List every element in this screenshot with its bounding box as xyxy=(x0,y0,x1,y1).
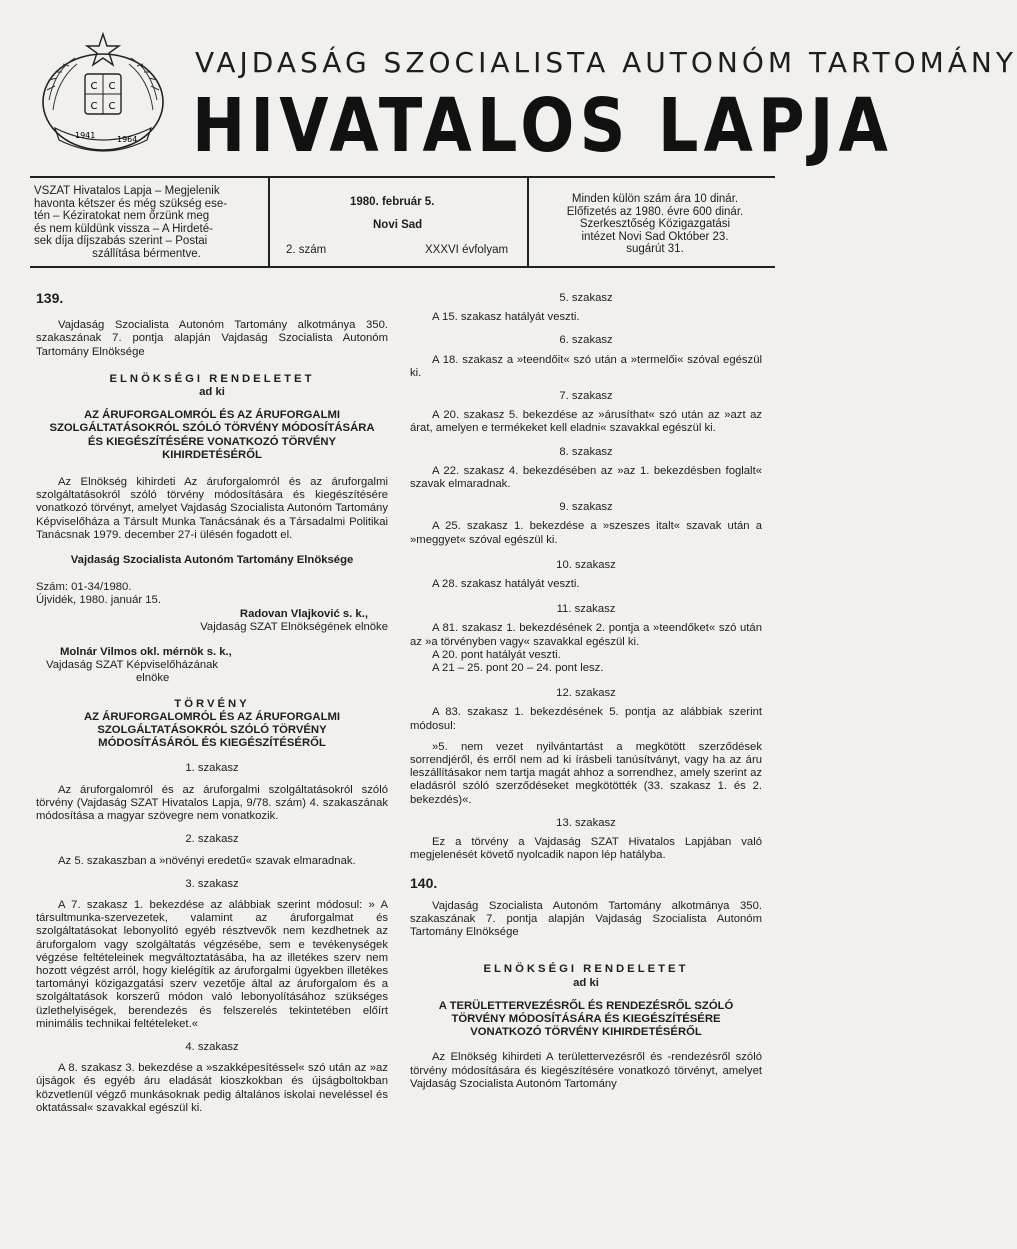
header-bottom-rule xyxy=(30,266,775,268)
issue-number: 2. szám xyxy=(286,244,327,256)
header-divider-left xyxy=(268,176,270,266)
issue-volume: XXXVI évfolyam xyxy=(425,244,509,256)
law-title: AZ ÁRUFORGALOMRÓL ÉS AZ ÁRUFORGALMI SZOLGÁLTATÁSOKRÓL SZÓLÓ TÖRVÉNY MÓDOSÍTÁSÁRÓL ÉS KIEGÉSZÍTÉSÉRŐL xyxy=(83,710,341,750)
decree-text-139: Az Elnökség kihirdeti Az áruforgalomról és az áruforgalmi szolgáltatásokról szóló törvény módosítására és kiegészítésére vonatkozó törvényt, amelyet Vajdaság Szocialista Autonóm Tartomány Képviselőháza a Társult Munka Tanácsának és a Társadalmi Politikai Tanácsnak 1979. december 27-i ülésén fogadott el. xyxy=(36,476,388,541)
decree-text-140: Az Elnökség kihirdeti A területtervezésről és -rendezésről szóló törvény módosítására és kiegészítésére vonatkozó törvényt, amelyet Vajdaság Szocialista Autonóm Tartomány xyxy=(410,1051,762,1090)
coat-of-arms-emblem xyxy=(35,30,180,158)
issue-date: 1980. február 5. xyxy=(350,196,435,208)
svg-text:C: C xyxy=(108,101,116,112)
issue-place: Novi Sad xyxy=(373,219,423,231)
header-divider-right xyxy=(527,176,529,266)
right-column: 5. szakasz A 15. szakasz hatályát veszti. 6. szakasz A 18. szakasz a »teendőit« szó után a »termelői« szóval egészül ki. 7. szakasz A 20. szakasz 5. bekezdése az »árusíthat« szó után az »azt az árat, amelyen e termékeket kell eladni« szavakkal egészül ki. 8. szakasz A 22. szakasz 4. bekezdésében az »az 1. bekezdésben foglalt« szavak elmaradnak. 9. szakasz A 25. szakasz 1. bekezdése a »szeszes italt« szavak után a »meggyet« szóval egészül ki. 10. szakasz A 28. szakasz hatályát veszti. 11. szakasz A 81. szakasz 1. bekezdésének 2. pontja a »teendőket« szó után az »a törvényben vagy« szavakkal egészül ki. A 20. pont hatályát veszti. A 21 – 25. pont 20 – 24. pont lesz. 12. szakasz A 83. szakasz 1. bekezdésének 5. pontja az alábbiak szerint módosul: »5. nem vezet nyilvántartást a megkötött szerződések sorrendjéről, és erről nem ad ki írásbeli tanúsítványt, vagy ha az áru leszállításakor nem tartja magát ahhoz a sorrendhez, amely szerint az eladásról szóló szerződéseket megkötötték (33. szakasz 1. és 2. bekezdés)«. 13. szakasz Ez a törvény a Vajdaság SZAT Hivatalos Lapjában való megjelenését követő nyolcadik napon lép hatályba. 140. Vajdaság Szocialista Autonóm Tartomány alkotmánya 350. szakaszának 7. pontja alapján Vajdaság Szocialista Autonóm Tartomány Elnöksége ELNÖKSÉGI RENDELETET ad ki A TERÜLETTERVEZÉSRŐL ÉS RENDEZÉSRŐL SZÓLÓ TÖRVÉNY MÓDOSÍTÁSÁRA ÉS KIEGÉSZÍTÉSÉRE VONATKOZÓ TÖRVÉNY KIHIRDETÉSÉRŐL Az Elnökség kihirdeti A területtervezésről és -rendezésről szóló törvény módosítására és kiegészítésére vonatkozó törvényt, amelyet Vajdaság Szocialista Autonóm Tartomány xyxy=(410,292,762,1090)
law-heading: TÖRVÉNY xyxy=(174,697,250,710)
decree-number-140: 140. xyxy=(410,874,438,891)
intro-139: Vajdaság Szocialista Autonóm Tartomány alkotmánya 350. szakaszának 7. pontja alapján Vajdaság Szocialista Autonóm Tartomány Elnöksége xyxy=(36,319,388,358)
masthead-name: HIVATALOS LAPJA xyxy=(192,83,894,169)
svg-text:C: C xyxy=(90,101,98,112)
header-info-right: Minden külön szám ára 10 dinár. Előfizetés az 1980. évre 600 dinár. Szerkesztőség Közigazgatási intézet Novi Sad Október 23. sugárút 31. xyxy=(566,193,744,255)
presidency-label: Vajdaság Szocialista Autonóm Tartomány Elnöksége xyxy=(70,554,354,567)
header-info-left: VSZAT Hivatalos Lapja – Megjelenik havonta kétszer és még szükség ese- tén – Kéziratokat nem őrzünk meg és nem küldünk vissza – A Hirdeté- sek díja díjszabás szerint – Postai szállítása bérmentve. xyxy=(34,185,228,260)
decree-title-139: AZ ÁRUFORGALOMRÓL ÉS AZ ÁRUFORGALMI SZOLGÁLTATÁSOKRÓL SZÓLÓ TÖRVÉNY MÓDOSÍTÁSÁRA ÉS KIEGÉSZÍTÉSÉRE VONATKOZÓ TÖRVÉNY KIHIRDETÉSÉRŐL xyxy=(49,409,375,461)
signature-1-name: Radovan Vlajković s. k., xyxy=(239,607,368,620)
signature-2-name: Molnár Vilmos okl. mérnök s. k., xyxy=(60,646,232,659)
svg-text:C: C xyxy=(90,81,98,92)
decree-heading-140: ELNÖKSÉGI RENDELETET xyxy=(483,963,689,976)
left-column: 139. Vajdaság Szocialista Autonóm Tartomány alkotmánya 350. szakaszának 7. pontja alapján Vajdaság Szocialista Autonóm Tartomány Elnöksége ELNÖKSÉGI RENDELETET ad ki AZ ÁRUFORGALOMRÓL ÉS AZ ÁRUFORGALMI SZOLGÁLTATÁSOKRÓL SZÓLÓ TÖRVÉNY MÓDOSÍTÁSÁRA ÉS KIEGÉSZÍTÉSÉRE VONATKOZÓ TÖRVÉNY KIHIRDETÉSÉRŐL Az Elnökség kihirdeti Az áruforgalomról és az áruforgalmi szolgáltatásokról szóló törvény módosítására és kiegészítésére vonatkozó törvényt, amelyet Vajdaság Szocialista Autonóm Tartomány Képviselőháza a Társult Munka Tanácsának és a Társadalmi Politikai Tanácsnak 1979. december 27-i ülésén fogadott el. Vajdaság Szocialista Autonóm Tartomány Elnöksége Szám: 01-34/1980. Újvidék, 1980. január 15. Radovan Vlajković s. k., Vajdaság SZAT Elnökségének elnöke Molnár Vilmos okl. mérnök s. k., Vajdaság SZAT Képviselőházának elnöke TÖRVÉNY AZ ÁRUFORGALOMRÓL ÉS AZ ÁRUFORGALMI SZOLGÁLTATÁSOKRÓL SZÓLÓ TÖRVÉNY MÓDOSÍTÁSÁRÓL ÉS KIEGÉSZÍTÉSÉRŐL 1. szakasz Az áruforgalomról és az áruforgalmi szolgáltatásokról szóló törvény (Vajdaság SZAT Hivatalos Lapja, 9/78. szám) 4. szakaszának módosítása a magyar szövegre nem vonatkozik. 2. szakasz Az 5. szakaszban a »növényi eredetű« szavak elmaradnak. 3. szakasz A 7. szakasz 1. bekezdése az alábbiak szerint módosul: » A társultmunka-szervezetek, valamint az áruforgalmat és szolgáltatásokat lebonyolító egyéb résztvevők nem kezdhetnek az áruforgalom vagy szolgáltatás végzésébe, sem e tevékenységek végzése feltételeinek megváltoztatásába, ha az illetékes szerv nem hozott végzést arról, hogy kielégítik az áruforgalmi ügyekben illetékes tartományi közigazgatási szerv vezetője által az áruforgalom és a szolgáltatások korszerű módon való lebonyolításához szükséges üzlethelyiségek, berendezés és felszerelés tekintetében előírt minimális technikai feltételeket.« 4. szakasz A 8. szakasz 3. bekezdése a »szakképesítéssel« szó után az »az újságok és egyéb áru eladását kioszkokban és újságboltokban közvetlenül végző munkásoknak pedig általános iskolai neveléssel és oktatással« szavakkal egészül ki. xyxy=(36,290,388,1114)
emblem-year-left: 1941 xyxy=(75,131,96,140)
decree-title-140: A TERÜLETTERVEZÉSRŐL ÉS RENDEZÉSRŐL SZÓLÓ TÖRVÉNY MÓDOSÍTÁSÁRA ÉS KIEGÉSZÍTÉSÉRE VONATKOZÓ TÖRVÉNY KIHIRDETÉSÉRŐL xyxy=(438,999,734,1039)
emblem-year-right: 1964 xyxy=(117,135,138,144)
intro-140: Vajdaság Szocialista Autonóm Tartomány alkotmánya 350. szakaszának 7. pontja alapján Vajdaság Szocialista Autonóm Tartomány Elnöksége xyxy=(410,899,762,939)
decree-number-139: 139. xyxy=(36,290,64,306)
decree-heading-139: ELNÖKSÉGI RENDELETET xyxy=(109,372,315,385)
masthead-title: VAJDASÁG SZOCIALISTA AUTONÓM TARTOMÁNY xyxy=(195,46,1017,79)
svg-text:C: C xyxy=(108,81,116,92)
header-top-rule xyxy=(30,176,775,178)
